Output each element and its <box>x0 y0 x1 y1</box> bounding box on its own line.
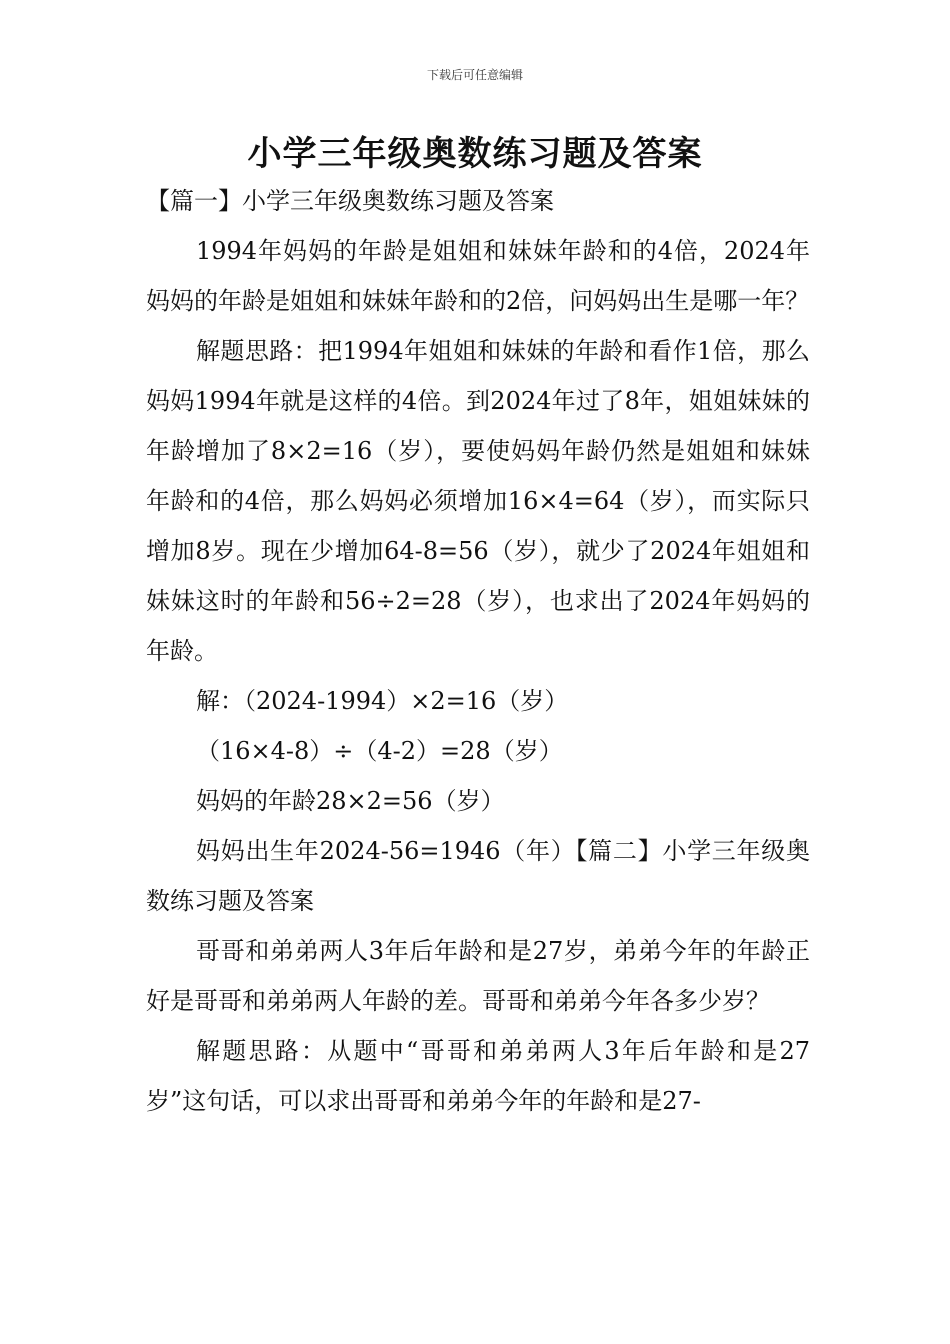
document-title: 小学三年级奥数练习题及答案 <box>247 134 703 174</box>
problem-two-text: 哥哥和弟弟两人3年后年龄和是27岁，弟弟今年的年龄正好是哥哥和弟弟两人年龄的差。哥哥和弟弟今年各多少岁？ <box>146 937 810 1015</box>
problem-one-text: 1994年妈妈的年龄是姐姐和妹妹年龄和的4倍，2024年妈妈的年龄是姐姐和妹妹年龄和的2倍，问妈妈出生是哪一年？ <box>146 237 810 315</box>
solution-step-4: 妈妈出生年2024-56=1946（年）【篇二】小学三年级奥数练习题及答案 <box>146 837 810 915</box>
solution-step-2: （16×4-8）÷（4-2）=28（岁） <box>196 737 563 765</box>
document-body <box>146 176 810 1126</box>
header-note: 下载后可任意编辑 <box>426 68 523 82</box>
problem-two-reasoning: 解题思路：从题中“哥哥和弟弟两人3年后年龄和是27岁”这句话，可以求出哥哥和弟弟今年的年龄和是27- <box>146 1037 810 1115</box>
section-heading: 【篇一】小学三年级奥数练习题及答案 <box>146 187 554 215</box>
solution-step-1: 解：（2024-1994）×2=16（岁） <box>196 687 569 715</box>
solution-step-3: 妈妈的年龄28×2=56（岁） <box>196 787 505 815</box>
problem-one-reasoning: 解题思路：把1994年姐姐和妹妹的年龄和看作1倍，那么妈妈1994年就是这样的4倍。到2024年过了8年，姐姐妹妹的年龄增加了8×2=16（岁），要使妈妈年龄仍然是姐姐和妹妹年龄和的4倍，那么妈妈必须增加16×4=64（岁），而实际只增加8岁。现在少增加64-8=56（岁），就少了2024年姐姐和妹妹这时的年龄和56÷2=28（岁），也求出了2024年妈妈的年龄。 <box>146 337 810 665</box>
